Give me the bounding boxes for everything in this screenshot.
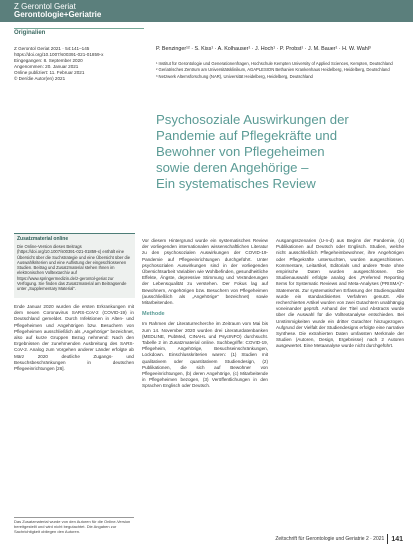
methods-continued-paragraph: Ausgangsszenarien (U-n-d) aus Beginn der Pandemie, (4) Publikationen auf Deutsch oder Englisch. Studien, welche nicht ausschließlich Pflegeheimbewohner, ihre Angehörigen oder Pflegekräfte untersuchten, wurden ausgeschlossen. Kommentare, Leitartikel, Editorials und andere Texte ohne empirische Daten wurden ausgeschlossen. Die Studienauswahl erfolgte analog des „Preferred Reporting Items for Systematic Reviews and Meta-Analyses (PRISMA)“-Statements. Zur systematischen Erfassung der Studienqualität wurde ein standardisiertes Verfahren genutzt. Alle recherchierten Artikel wurden von zwei Gutachtern unabhängig voneinander geprüft. Anhand der Titel und Abstracts wurde über die Auswahl für die Volltextanalyse entschieden. Bei Unstimmigkeiten wurde ein dritter Gutachter hinzugezogen. Aufgrund der Vielfalt der Studiendesigns erfolgte eine narrative Synthese. Die extrahierten Daten umfassten Merkmale der Studien (Autoren, Design, Ergebnisse) nach 2 Autoren ausgewertet. Eine Metaanalyse wurde nicht durchgeführt. <box>276 238 404 349</box>
title-line: Bewohner von Pflegeheimen <box>156 144 325 159</box>
column-3 <box>276 238 404 350</box>
author-list: P. Benzinger¹² · S. Kiss¹ · A. Kolhauser¹ · J. Hoch¹ · P. Probst¹ · J. M. Bauer¹ · H. W. Wahl³ <box>156 46 371 52</box>
aim-paragraph: Vor diesem Hintergrund wurde ein systematisches Review der vorliegenden internationalen wissenschaftlichen Literatur zu den psychosozialen Auswirkungen der COVID-19-Pandemie auf Pflegeeinrichtungen durchgeführt. Unter psychosozialen Auswirkungen sind in der vorliegenden Übersichtsarbeit Variablen wie Wohlbefinden, gesundheitliche Effekte, Ängste, depressive Stimmung und Veränderungen der Lebensqualität zu verstehen. Der Fokus lag auf Bewohnern, Angehörigen bzw. Besuchern von Pflegeheimen (ausschließlich als „Angehörige“ bezeichnet) sowie Mitarbeitenden. <box>142 238 268 306</box>
title-line: sowie deren Angehörige – <box>156 160 309 175</box>
title-line: Pandemie auf Pflegekräfte und <box>156 128 338 143</box>
accepted-date: Angenommen: 20. Januar 2021 <box>14 64 79 69</box>
affiliation: ¹ Institut für Gerontologie und Generationenfragen, Hochschule Kempten University of Applied Sciences, Kempten, Deutschland <box>156 61 393 66</box>
published-date: Online publiziert: 11. Februar 2021 <box>14 70 85 75</box>
footer-separator <box>387 534 388 544</box>
journal-abbrev: Z Gerontol Geriat <box>14 2 76 11</box>
footnote: Das Zusatzmaterial wurde von den Autoren für die Online-Version bereitgestellt und wird nicht begutachtet. Die Angaben zur Sachrichtigkeit obliegen den Autoren. <box>14 517 134 534</box>
footer-journal: Zeitschrift für Gerontologie und Geriatrie 2 · 2021 <box>275 536 385 542</box>
section-label: Originalien <box>14 30 46 36</box>
page-footer <box>275 534 403 544</box>
methods-paragraph: Im Rahmen der Literaturrecherche im Zeitraum vom Mai bis zum 14. November 2020 wurden drei Literaturdatenbanken (MEDLINE, PubMed, CINAHL und PsycINFO) durchsucht. Tabelle 2 im Zusatzmaterial online. Suchbegriffe: COVID-19, Pflegeheim, Angehörige, Besuchseinschränkungen, Lockdown. Einschlusskriterien waren: (1) Studien mit qualitativem oder quantitativem Studiendesign, (2) Publikationen, die sich auf Bewohner von Pflegeeinrichtungen, (b) deren Angehörige, (c) Mitarbeitende in Pflegeheimen bezogen, (3) Veröffentlichungen in den Sprachen Englisch oder Deutsch. <box>142 321 268 389</box>
article-meta <box>14 46 134 82</box>
title-line: Psychosoziale Auswirkungen der <box>156 112 349 127</box>
journal-header-bar <box>0 0 413 22</box>
title-line: Ein systematisches Review <box>156 176 316 191</box>
supplementary-box <box>14 233 135 298</box>
received-date: Eingegangen: 8. September 2020 <box>14 58 83 63</box>
column-1 <box>14 304 134 372</box>
affiliation: ³ Netzwerk Alternsforschung (NAR), Universität Heidelberg, Heidelberg, Deutschland <box>156 73 313 79</box>
doi-link[interactable]: https://doi.org/10.1007/s00391-021-01859-x <box>14 52 104 57</box>
journal-name: Gerontologie+Geriatrie <box>14 10 102 19</box>
column-2 <box>142 238 268 390</box>
article-title <box>156 112 406 192</box>
supplementary-heading: Zusatzmaterial online <box>17 236 69 242</box>
methods-heading: Methode <box>142 311 165 318</box>
citation: Z Gerontol Geriat 2021 · 54:141–145 <box>14 46 90 51</box>
supplementary-text: Die Online-Version dieses Beitrags (https://doi.org/10.1007/s00391-021-01859-x) enthält eine Übersicht über die Suchstrategie und eine Übersicht über die Auswahlkriterien und eine Auflistung der eingeschlossenen Studien. Beitrag und Zusatzmaterial stehen Ihnen im elektronischen Volltextarchiv auf https://www.springermedizin.de/z-gerontol-geriat zur Verfügung. Sie finden das Zusatzmaterial am Beitragsende unter „Supplementary Material“. <box>17 244 131 292</box>
affiliations <box>156 61 406 80</box>
copyright: © Der/die Autor(en) 2021 <box>14 76 66 81</box>
intro-paragraph: Ende Januar 2020 wurden die ersten Erkrankungen mit dem neuen Coronavirus SARS-CoV-2 (COVID-19) in Deutschland gemeldet. Durch Infektionen in Alten- und Pflegeheimen und Angehörigen bzw. Besuchern von Pflegeheimen ausschließlich als „Angehörige“ bezeichnet, also auf kurze Gruppen Bezug nehmend: Nach den Ergebnissen der zunehmenden Ausbreitung des SARS-CoV-2. Analog zum Vorgehen anderer Länder erfolgte ab März 2020 deutliche Zugangs- und Besuchsbeschränkungen in deutschen Pflegeeinrichtungen [26]. <box>14 304 134 372</box>
affiliation: ² Geriatrisches Zentrum am Universitätsklinikum, AGAPLESION Bethanien Krankenhaus Heidelberg, Heidelberg, Deutschland <box>156 67 390 73</box>
page-number: 141 <box>391 535 403 543</box>
